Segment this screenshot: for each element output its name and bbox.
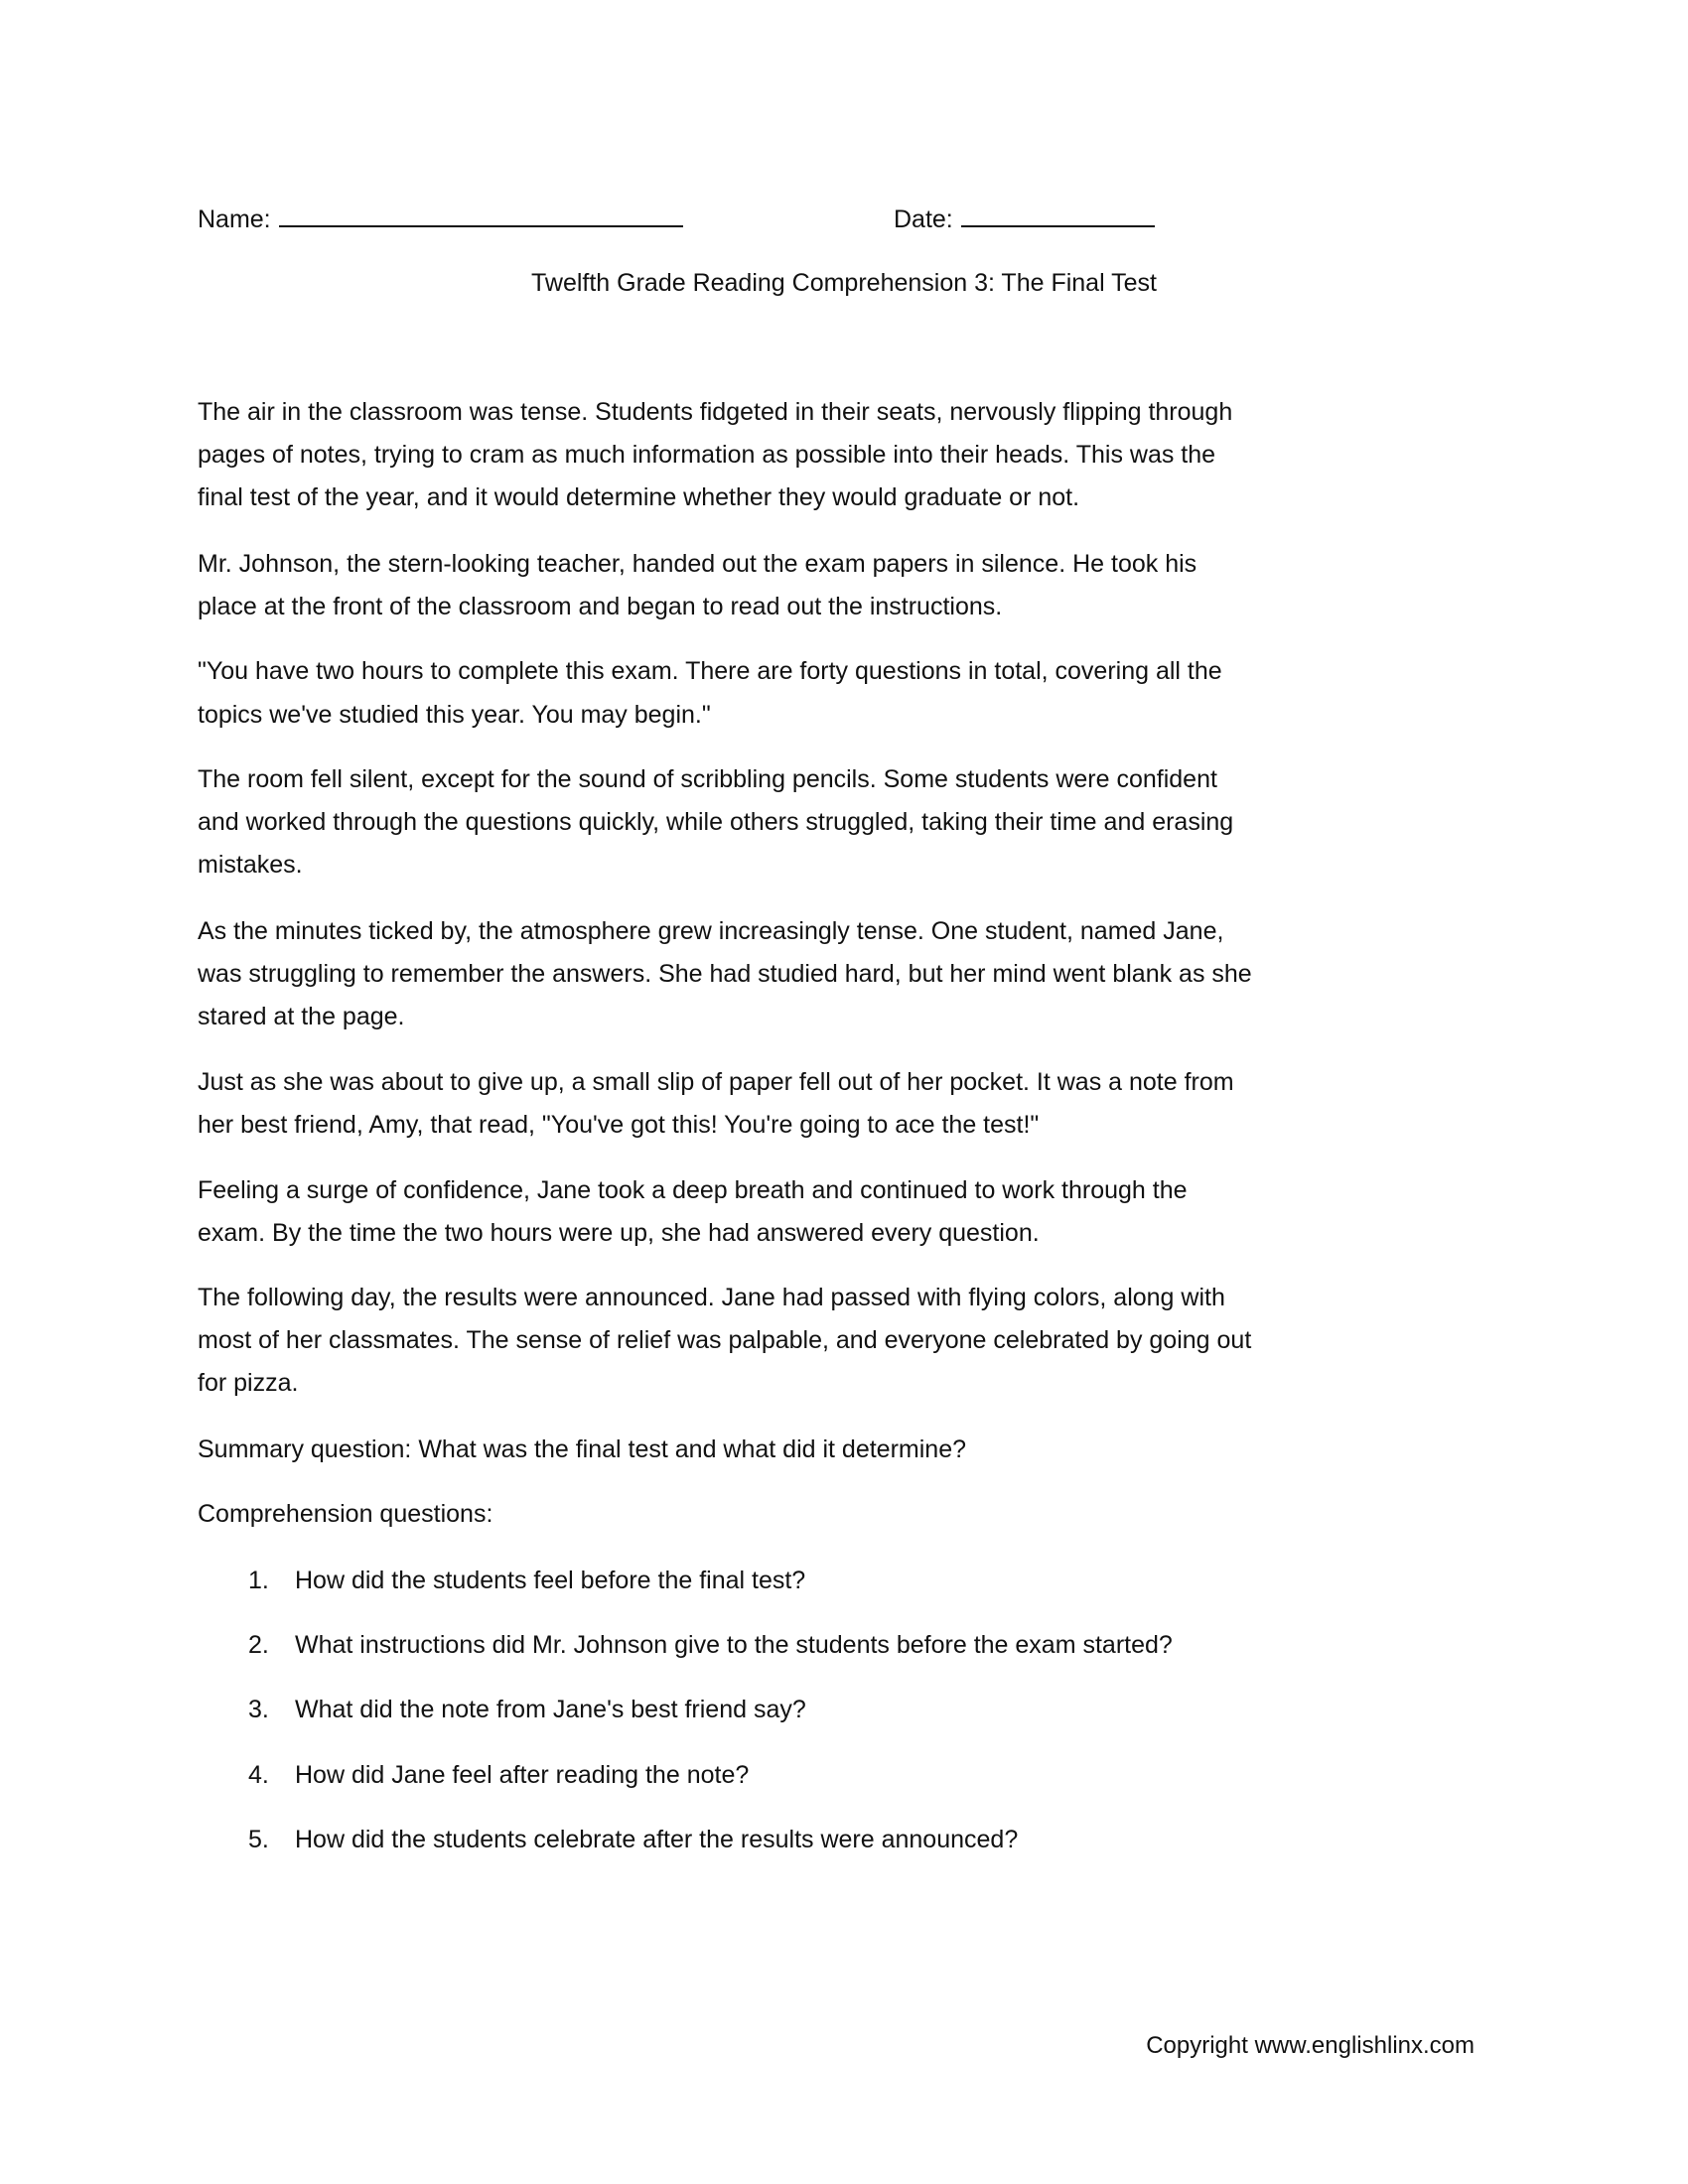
paragraph-1-line: final test of the year, and it would determine whether they would graduate or not.	[198, 483, 1080, 511]
date-label: Date:	[894, 205, 953, 233]
name-blank-line[interactable]	[279, 200, 683, 227]
paragraph-4-line: mistakes.	[198, 851, 303, 879]
paragraph-5-line: was struggling to remember the answers. She had studied hard, but her mind went blank as she	[198, 960, 1252, 988]
paragraph-4-line: and worked through the questions quickly, while others struggled, taking their time and erasing	[198, 808, 1234, 836]
summary-question: Summary question: What was the final test and what did it determine?	[198, 1435, 966, 1463]
question-text: What instructions did Mr. Johnson give to the students before the exam started?	[295, 1631, 1173, 1659]
paragraph-8-line: most of her classmates. The sense of relief was palpable, and everyone celebrated by going out	[198, 1326, 1252, 1354]
paragraph-8-line: The following day, the results were announced. Jane had passed with flying colors, along with	[198, 1284, 1225, 1311]
name-label: Name:	[198, 205, 271, 233]
paragraph-1-line: The air in the classroom was tense. Students fidgeted in their seats, nervously flipping through	[198, 398, 1233, 426]
question-number: 5.	[248, 1826, 269, 1853]
paragraph-2-line: Mr. Johnson, the stern-looking teacher, handed out the exam papers in silence. He took his	[198, 550, 1197, 578]
date-field[interactable]	[894, 200, 1155, 237]
question-text: How did the students celebrate after the results were announced?	[295, 1826, 1019, 1853]
paragraph-2-line: place at the front of the classroom and began to read out the instructions.	[198, 593, 1003, 620]
paragraph-6-line: her best friend, Amy, that read, "You've got this! You're going to ace the test!"	[198, 1111, 1040, 1139]
paragraph-4-line: The room fell silent, except for the sound of scribbling pencils. Some students were confident	[198, 765, 1217, 793]
paragraph-8-line: for pizza.	[198, 1369, 299, 1397]
question-number: 3.	[248, 1696, 269, 1723]
question-text: How did the students feel before the final test?	[295, 1567, 806, 1594]
paragraph-5-line: stared at the page.	[198, 1003, 405, 1030]
question-text: What did the note from Jane's best friend say?	[295, 1696, 806, 1723]
worksheet-title: Twelfth Grade Reading Comprehension 3: The Final Test	[531, 269, 1157, 297]
paragraph-5-line: As the minutes ticked by, the atmosphere grew increasingly tense. One student, named Jane,	[198, 917, 1224, 945]
question-number: 1.	[248, 1567, 269, 1594]
date-blank-line[interactable]	[961, 200, 1155, 227]
paragraph-6-line: Just as she was about to give up, a small slip of paper fell out of her pocket. It was a note from	[198, 1068, 1234, 1096]
comprehension-label: Comprehension questions:	[198, 1500, 493, 1528]
paragraph-7-line: Feeling a surge of confidence, Jane took a deep breath and continued to work through the	[198, 1176, 1188, 1204]
paragraph-3-line: topics we've studied this year. You may begin."	[198, 701, 711, 729]
name-field[interactable]	[198, 200, 683, 237]
paragraph-3-line: "You have two hours to complete this exam. There are forty questions in total, covering all the	[198, 657, 1222, 685]
copyright-footer: Copyright www.englishlinx.com	[1146, 2032, 1475, 2059]
question-number: 4.	[248, 1761, 269, 1789]
paragraph-1-line: pages of notes, trying to cram as much information as possible into their heads. This was the	[198, 441, 1216, 469]
paragraph-7-line: exam. By the time the two hours were up, she had answered every question.	[198, 1219, 1040, 1247]
question-number: 2.	[248, 1631, 269, 1659]
question-text: How did Jane feel after reading the note?	[295, 1761, 750, 1789]
